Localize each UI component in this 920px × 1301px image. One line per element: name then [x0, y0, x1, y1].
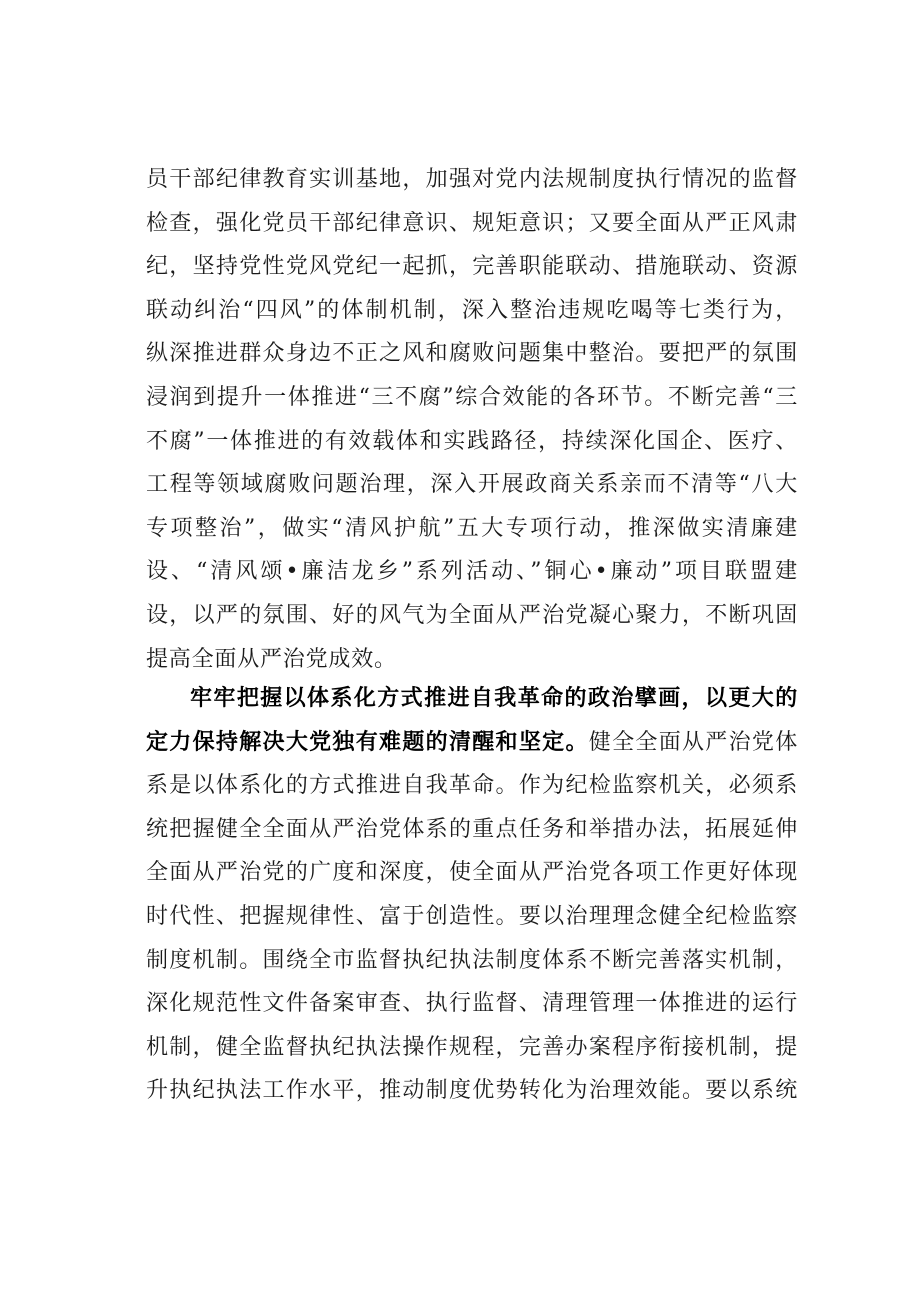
paragraph-line: 纵深推进群众身边不正之风和腐败问题集中整治。要把严的氛围 [146, 341, 798, 367]
paragraph-line: 浸润到提升一体推进“三不腐”综合效能的各环节。不断完善“三 [146, 384, 798, 410]
paragraph-line: 设、“清风颂•廉洁龙乡”系列活动、”铜心•廉动”项目联盟建 [146, 559, 798, 585]
paragraph-line: 工程等领域腐败问题治理，深入开展政商关系亲而不清等“八大 [146, 472, 798, 498]
paragraph-2 [146, 677, 798, 1113]
paragraph-line: 员干部纪律教育实训基地，加强对党内法规制度执行情况的监督 [146, 167, 798, 192]
paragraph-line: 不腐”一体推进的有效载体和实践路径，持续深化国企、医疗、 [146, 428, 798, 454]
paragraph-line: 统把握健全全面从严治党体系的重点任务和举措办法，拓展延伸 [146, 816, 798, 842]
paragraph-text: 健全全面从严治党体 [588, 729, 798, 755]
paragraph-line: 升执纪执法工作水平，推动制度优势转化为治理效能。要以系统 [146, 1078, 798, 1104]
paragraph-line: 深化规范性文件备案审查、执行监督、清理管理一体推进的运行 [146, 991, 798, 1017]
paragraph-line: 提高全面从严治党成效。 [146, 646, 397, 672]
bold-heading-line: 牢牢把握以体系化方式推进自我革命的政治擘画，以更大的 [190, 685, 798, 711]
paragraph-line: 系是以体系化的方式推进自我革命。作为纪检监察机关，必须系 [146, 773, 798, 799]
paragraph-line: 全面从严治党的广度和深度，使全面从严治党各项工作更好体现 [146, 860, 798, 886]
paragraph-line: 专项整治”，做实“清风护航”五大专项行动，推深做实清廉建 [146, 515, 798, 541]
paragraph-line: 时代性、把握规律性、富于创造性。要以治理理念健全纪检监察 [146, 903, 798, 929]
paragraph-1 [146, 158, 798, 681]
bold-heading-text: 定力保持解决大党独有难题的清醒和坚定。 [146, 728, 589, 755]
paragraph-line: 机制，健全监督执纪执法操作规程，完善办案程序衔接机制，提 [146, 1034, 798, 1060]
mixed-line [146, 721, 798, 765]
paragraph-line: 联动纠治“四风”的体制机制，深入整治违规吃喝等七类行为， [146, 297, 798, 323]
paragraph-line: 设，以严的氛围、好的风气为全面从严治党凝心聚力，不断巩固 [146, 602, 798, 628]
paragraph-line: 制度机制。围绕全市监督执纪执法制度体系不断完善落实机制， [146, 947, 798, 973]
paragraph-line: 纪，坚持党性党风党纪一起抓，完善职能联动、措施联动、资源 [146, 254, 798, 280]
paragraph-line: 检查，强化党员干部纪律意识、规矩意识；又要全面从严正风肃 [146, 210, 798, 236]
